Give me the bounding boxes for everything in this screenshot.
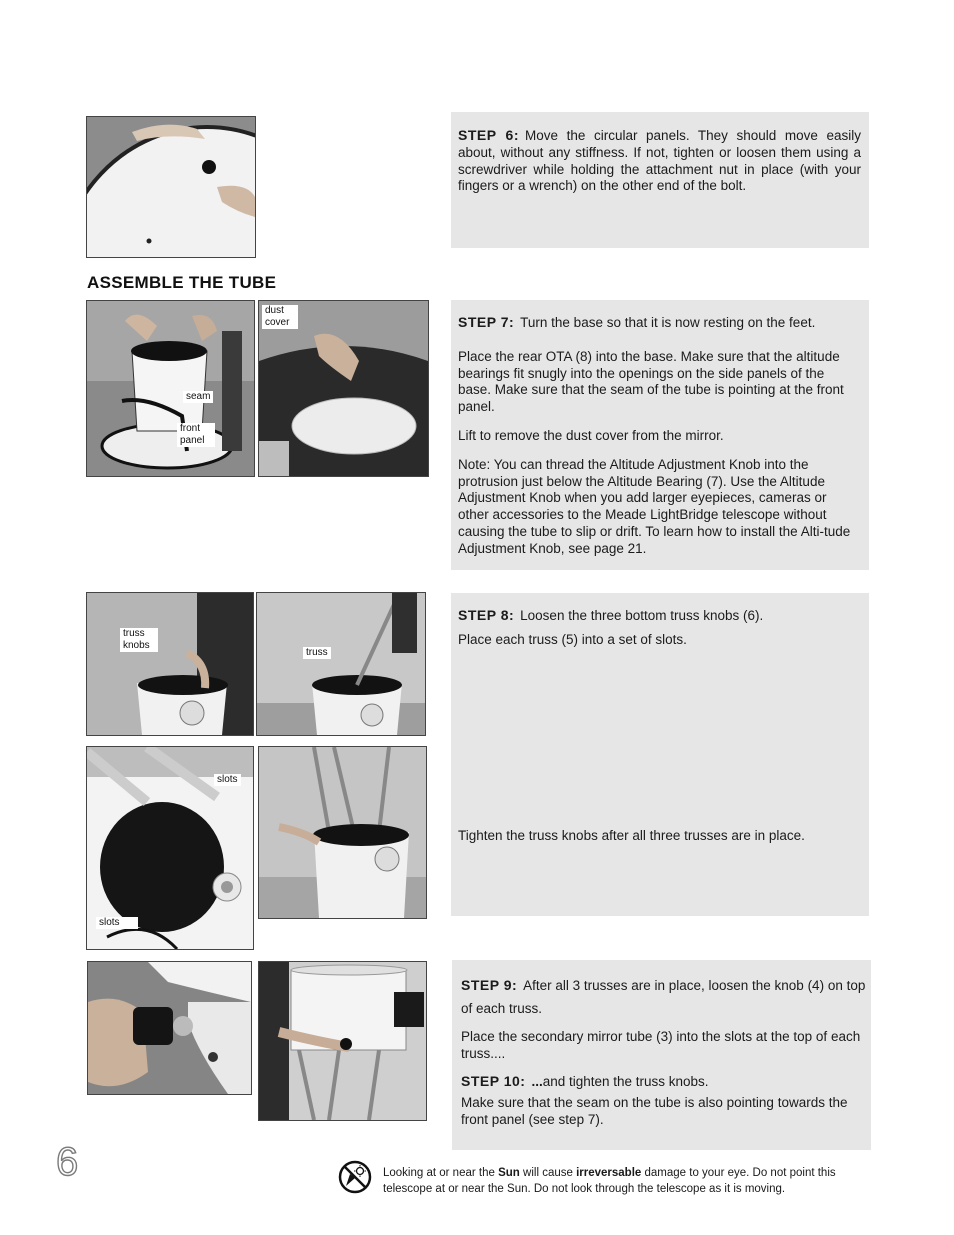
- step9-para1: Place the secondary mirror tube (3) into the slots at the top of each truss....: [461, 1029, 861, 1061]
- step8-para2: Tighten the truss knobs after all three trusses are in place.: [458, 827, 805, 843]
- step7-intro: Turn the base so that it is now resting on the feet.: [520, 315, 816, 330]
- warning-bold-sun: Sun: [498, 1167, 520, 1179]
- step6-text: Move the circular panels. They should move easily about, without any stiffness. If not, tighten or loosen them using a screwdriver while holding the attachment nut in place (with your fingers or a wrench) on the other end of the bolt.: [458, 128, 861, 194]
- step7-panel: [451, 300, 869, 570]
- photo-trusses-installed: [258, 746, 427, 919]
- step8-intro-line: [458, 607, 859, 625]
- sun-warning-text: [383, 1165, 843, 1197]
- page-number: 6: [56, 1140, 79, 1184]
- step9-label: STEP 9:: [461, 977, 518, 993]
- step10-intro-line: [461, 1073, 867, 1091]
- photo-truss-knobs: [86, 592, 254, 736]
- warning-text-2: will cause: [519, 1167, 577, 1179]
- step10-prefix: ...: [531, 1073, 543, 1089]
- step8-para1: Place each truss (5) into a set of slots.: [458, 631, 687, 647]
- step8-label: STEP 8:: [458, 607, 515, 623]
- photo-tube-in-base: [86, 300, 255, 477]
- callout-front-panel: front panel: [177, 423, 215, 447]
- step10-para1: Make sure that the seam on the tube is also pointing towards the front panel (see step 7).: [461, 1095, 848, 1128]
- callout-dust-cover: dust cover: [262, 305, 298, 329]
- step7-para2: Lift to remove the dust cover from the mirror.: [458, 427, 724, 443]
- step8-intro: Loosen the three bottom truss knobs (6).: [520, 608, 764, 623]
- section-title: ASSEMBLE THE TUBE: [87, 273, 277, 292]
- step9-intro-line: [461, 974, 867, 1020]
- step7-para3: Note: You can thread the Altitude Adjustment Knob into the protrusion just below the Altitude Bearing (7). Use the Altitude Adjustment Knob when you add larger eyepieces, cameras or other accessories to the Meade LightBridge telescope without causing the tube to slip or drift. To learn how to install the Alti-tude Adjustment Knob, see page 21.: [458, 456, 851, 556]
- warning-text-1: Looking at or near the: [383, 1167, 499, 1179]
- no-sun-viewing-icon: [338, 1160, 372, 1194]
- warning-text-3: damage to your eye. Do not point this telescope at or near the Sun. Do not look through the telescope as it is moving.: [383, 1167, 836, 1195]
- photo-circular-panel: [86, 116, 256, 258]
- step6-panel: [451, 112, 869, 248]
- callout-truss-knobs: truss knobs: [120, 628, 158, 652]
- warning-bold-irreversable: irreversable: [576, 1167, 642, 1179]
- step9-10-panel: [452, 960, 871, 1150]
- callout-slots-top: slots: [214, 774, 241, 786]
- callout-seam: seam: [183, 391, 213, 403]
- callout-truss: truss: [303, 647, 331, 659]
- photo-secondary-tube: [258, 961, 427, 1121]
- photo-truss: [256, 592, 426, 736]
- step10-intro: and tighten the truss knobs.: [542, 1073, 709, 1089]
- callout-slots-bottom: slots: [96, 917, 138, 929]
- step10-label: STEP 10:: [461, 1072, 526, 1089]
- step6-text-block: [458, 127, 861, 195]
- step9-intro: After all 3 trusses are in place, loosen the knob (4) on top of each truss.: [461, 978, 866, 1016]
- step7-label: STEP 7:: [458, 314, 515, 330]
- photo-knob-closeup: [87, 961, 252, 1095]
- step7-para1: Place the rear OTA (8) into the base. Make sure that the altitude bearings fit snugly into the openings on the side panels of the base. Make sure that the seam of the tube is pointing at the front panel.: [458, 348, 844, 415]
- step6-label: STEP 6:: [458, 127, 519, 143]
- step8-panel: [451, 593, 869, 916]
- step7-intro-line: [458, 314, 859, 332]
